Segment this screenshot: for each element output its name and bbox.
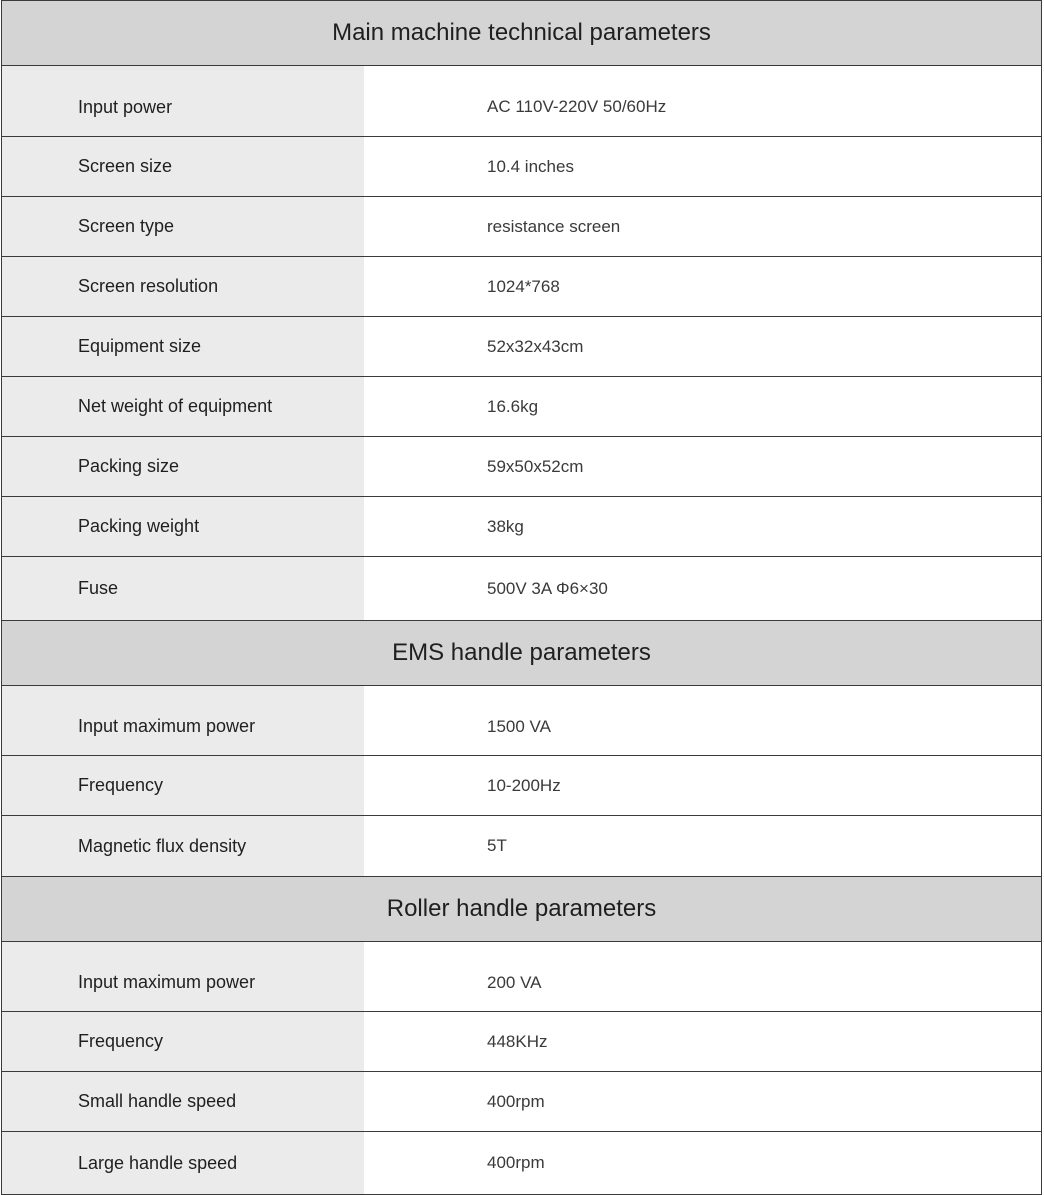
row-label: Frequency	[2, 756, 364, 815]
row-value: 16.6kg	[364, 377, 1041, 436]
row-value: 500V 3A Φ6×30	[364, 557, 1041, 620]
row-value: 448KHz	[364, 1012, 1041, 1071]
row-value: 1500 VA	[364, 686, 1041, 755]
row-label: Frequency	[2, 1012, 364, 1071]
table-row	[2, 1072, 1041, 1132]
row-label: Input maximum power	[2, 686, 364, 755]
table-row	[2, 816, 1041, 876]
table-row	[2, 1012, 1041, 1072]
table-row	[2, 66, 1041, 137]
table-row	[2, 197, 1041, 257]
row-label: Magnetic flux density	[2, 816, 364, 876]
table-row	[2, 686, 1041, 756]
table-row	[2, 497, 1041, 557]
row-value: 10.4 inches	[364, 137, 1041, 196]
row-label: Screen size	[2, 137, 364, 196]
row-label: Packing weight	[2, 497, 364, 556]
row-value: 5T	[364, 816, 1041, 876]
section-title: Roller handle parameters	[386, 895, 657, 922]
table-row	[2, 557, 1041, 620]
table-row	[2, 137, 1041, 197]
row-label: Equipment size	[2, 317, 364, 376]
section-header-ems-handle	[2, 620, 1041, 686]
row-label: Screen resolution	[2, 257, 364, 316]
row-value: 52x32x43cm	[364, 317, 1041, 376]
row-value: AC 110V-220V 50/60Hz	[364, 66, 1041, 136]
row-label: Screen type	[2, 197, 364, 256]
table-row	[2, 942, 1041, 1012]
row-value: 59x50x52cm	[364, 437, 1041, 496]
section-title: EMS handle parameters	[392, 639, 651, 666]
table-row	[2, 317, 1041, 377]
section-title: Main machine technical parameters	[332, 19, 711, 46]
section-header-roller-handle	[2, 876, 1041, 942]
table-row	[2, 257, 1041, 317]
row-label: Net weight of equipment	[2, 377, 364, 436]
section-header-main-machine	[2, 0, 1041, 66]
row-label: Input maximum power	[2, 942, 364, 1011]
row-label: Packing size	[2, 437, 364, 496]
row-value: 1024*768	[364, 257, 1041, 316]
row-value: 400rpm	[364, 1132, 1041, 1194]
table-row	[2, 377, 1041, 437]
row-label: Input power	[2, 66, 364, 136]
row-label: Fuse	[2, 557, 364, 620]
row-value: resistance screen	[364, 197, 1041, 256]
table-row	[2, 437, 1041, 497]
row-value: 38kg	[364, 497, 1041, 556]
row-label: Large handle speed	[2, 1132, 364, 1194]
table-row	[2, 1132, 1041, 1194]
row-value: 400rpm	[364, 1072, 1041, 1131]
spec-table	[1, 0, 1042, 1195]
row-label: Small handle speed	[2, 1072, 364, 1131]
row-value: 10-200Hz	[364, 756, 1041, 815]
table-row	[2, 756, 1041, 816]
row-value: 200 VA	[364, 942, 1041, 1011]
